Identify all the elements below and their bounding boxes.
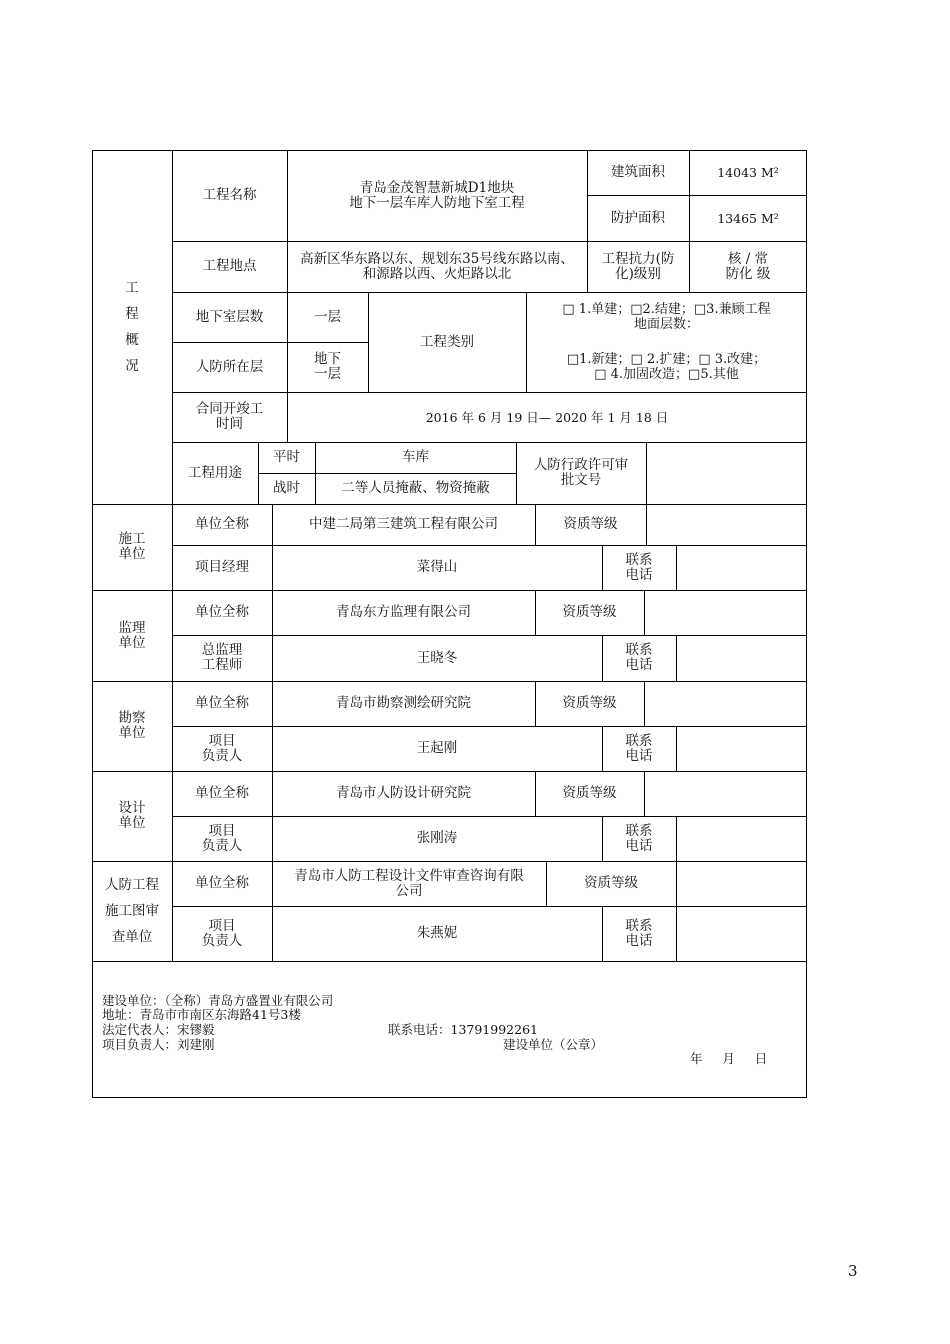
supervision-person: 王晓冬 <box>416 649 458 666</box>
permit-label: 人防行政许可审 批文号 <box>533 457 629 488</box>
supervision-full-name: 青岛东方监理有限公司 <box>336 604 471 620</box>
project-type-options-2: □1.新建；□ 2.扩建；□ 3.改建； □ 4.加固改造；□5.其他 <box>566 352 767 382</box>
survey-full-name-label: 单位全称 <box>195 695 249 711</box>
review-qualification-label: 资质等级 <box>584 875 638 891</box>
design-section-label: 设计 单位 <box>118 800 146 831</box>
supervision-person-label: 总监理 工程师 <box>201 642 243 673</box>
project-type-options-1: □ 1.单建；□2.结建；□3.兼顾工程 地面层数： <box>562 302 771 332</box>
construction-person: 菜得山 <box>416 559 458 575</box>
contact-phone: 联系电话：13791992261 <box>388 1022 538 1037</box>
page-number: 3 <box>848 1262 858 1280</box>
construction-qualification-label: 资质等级 <box>563 516 618 532</box>
design-person: 张刚涛 <box>416 830 458 846</box>
sign-date: 年 月 日 <box>690 1051 768 1066</box>
protected-area-value: 13465 M² <box>717 210 779 226</box>
survey-section-label: 勘察 单位 <box>118 710 146 741</box>
review-contact-label: 联系 电话 <box>625 917 653 949</box>
peacetime-label: 平时 <box>273 449 300 465</box>
review-person: 朱燕妮 <box>416 925 458 941</box>
contract-period-value: 2016 年 6 月 19 日— 2020 年 1 月 18 日 <box>425 409 669 425</box>
wartime-use: 二等人员掩蔽、物资掩蔽 <box>341 480 490 496</box>
usage-label: 工程用途 <box>188 464 242 481</box>
basement-floors-value: 一层 <box>314 308 341 325</box>
survey-contact-label: 联系 电话 <box>625 732 653 764</box>
resistance-value: 核 / 常 防化 级 <box>725 250 771 282</box>
survey-full-name: 青岛市勘察测绘研究院 <box>336 695 471 711</box>
survey-person-label: 项目 负责人 <box>201 732 243 764</box>
supervision-section-label: 监理 单位 <box>118 619 146 651</box>
location-value: 高新区华东路以东、规划东35号线东路以南、 和源路以西、火炬路以北 <box>300 250 574 282</box>
project-lead: 项目负责人：刘建刚 <box>102 1037 215 1052</box>
location-label: 工程地点 <box>202 258 257 274</box>
survey-qualification-label: 资质等级 <box>562 695 617 711</box>
supervision-contact-label: 联系 电话 <box>625 642 653 673</box>
construction-section-label: 施工 单位 <box>118 531 146 562</box>
design-person-label: 项目 负责人 <box>201 822 243 854</box>
project-name-label: 工程名称 <box>202 187 257 203</box>
basement-floors-label: 地下室层数 <box>195 308 264 325</box>
builder-name: 建设单位：（全称）青岛方盛置业有限公司 <box>102 993 334 1008</box>
protected-area-label: 防护面积 <box>611 209 665 226</box>
design-contact-label: 联系 电话 <box>625 822 653 854</box>
design-qualification-label: 资质等级 <box>562 785 617 801</box>
construction-contact-label: 联系 电话 <box>625 551 653 583</box>
supervision-qualification-label: 资质等级 <box>562 604 617 620</box>
project-type-label: 工程类别 <box>420 333 474 350</box>
supervision-full-name-label: 单位全称 <box>195 604 249 620</box>
legal-representative: 法定代表人：宋镠毅 <box>102 1022 215 1037</box>
design-full-name-label: 单位全称 <box>195 785 249 801</box>
building-area-value: 14043 M² <box>717 165 779 180</box>
peacetime-use: 车库 <box>402 449 429 465</box>
construction-person-label: 项目经理 <box>195 559 249 575</box>
review-person-label: 项目 负责人 <box>201 917 243 949</box>
wartime-label: 战时 <box>273 480 300 496</box>
builder-seal: 建设单位（公章） <box>503 1037 604 1052</box>
review-section-label: 人防工程 施工图审 查单位 <box>105 876 159 945</box>
review-full-name-label: 单位全称 <box>195 875 249 891</box>
design-full-name: 青岛市人防设计研究院 <box>336 785 471 801</box>
resistance-label: 工程抗力(防 化)级别 <box>601 250 675 282</box>
builder-address: 地址：青岛市市南区东海路41号3楼 <box>102 1007 301 1022</box>
civil-floor-label: 人防所在层 <box>195 358 264 375</box>
civil-floor-value: 地下 一层 <box>314 351 341 382</box>
review-full-name: 青岛市人防工程设计文件审查咨询有限 公司 <box>294 867 524 899</box>
overview-section-label: 工 程 概 况 <box>125 279 139 374</box>
project-name-value: 青岛金茂智慧新城D1地块 地下一层车库人防地下室工程 <box>349 179 525 211</box>
construction-full-name-label: 单位全称 <box>195 516 249 532</box>
building-area-label: 建筑面积 <box>611 164 665 180</box>
survey-person: 王起刚 <box>416 740 458 756</box>
construction-full-name: 中建二局第三建筑工程有限公司 <box>309 516 498 532</box>
contract-period-label: 合同开竣工 时间 <box>195 401 264 432</box>
